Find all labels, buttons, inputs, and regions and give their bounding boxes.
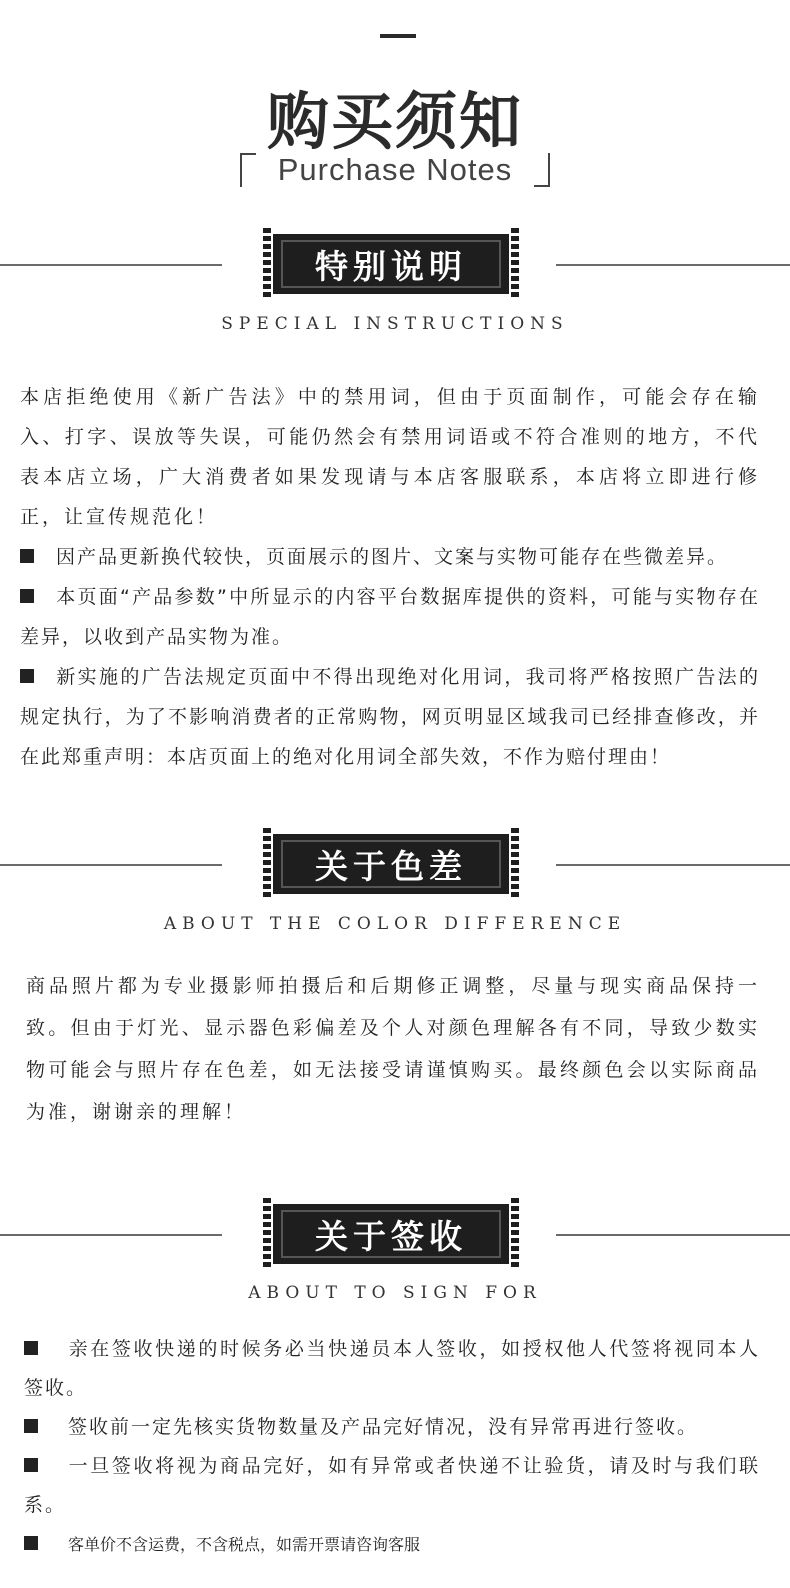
page-title: 购买须知 bbox=[266, 85, 523, 158]
list-item: 新实施的广告法规定页面中不得出现绝对化用词，我司将严格按照广告法的规定执行，为了不影响消费者的正常购物，网页明显区域我司已经排查修改，并在此郑重声明：本店页面上的绝对化用词全部失效，不作为赔付理由！ bbox=[20, 666, 760, 768]
square-bullet-icon bbox=[24, 1341, 38, 1355]
list-item: 签收前一定先核实货物数量及产品完好情况，没有异常再进行签收。 bbox=[24, 1408, 760, 1447]
square-bullet-icon bbox=[20, 669, 34, 683]
divider-line bbox=[556, 1234, 790, 1236]
section-badge: 关于色差 bbox=[273, 834, 509, 894]
section-body-special bbox=[20, 377, 760, 777]
square-bullet-icon bbox=[24, 1419, 38, 1433]
section-header-sign bbox=[0, 1200, 790, 1270]
list-item: 客单价不含运费，不含税点，如需开票请咨询客服 bbox=[24, 1525, 760, 1564]
list-item: 因产品更新换代较快，页面展示的图片、文案与实物可能存在些微差异。 bbox=[20, 537, 760, 577]
list-item: 一旦签收将视为商品完好，如有异常或者快递不让验货，请及时与我们联系。 bbox=[24, 1455, 760, 1516]
left-bracket bbox=[240, 153, 256, 187]
subtitle-text: Purchase Notes bbox=[277, 152, 513, 187]
section-body-color bbox=[26, 965, 760, 1133]
notice-paragraph: 本店拒绝使用《新广告法》中的禁用词，但由于页面制作，可能会存在输入、打字、误放等失误，可能仍然会有禁用词语或不符合准则的地方，不代表本店立场，广大消费者如果发现请与本店客服联系，本店将立即进行修正，让宣传规范化！ bbox=[20, 386, 760, 528]
top-dash bbox=[380, 34, 416, 38]
section-badge: 关于签收 bbox=[273, 1204, 509, 1264]
divider-line bbox=[0, 264, 222, 266]
page-subtitle bbox=[0, 152, 790, 188]
section-header-color bbox=[0, 830, 790, 900]
divider-line bbox=[556, 864, 790, 866]
section-body-sign bbox=[24, 1330, 760, 1564]
section-english-title: ABOUT THE COLOR DIFFERENCE bbox=[163, 914, 627, 934]
section-header-special bbox=[0, 230, 790, 300]
section-english-title: ABOUT TO SIGN FOR bbox=[248, 1283, 542, 1303]
square-bullet-icon bbox=[24, 1458, 38, 1472]
divider-line bbox=[556, 264, 790, 266]
list-item: 本页面“产品参数”中所显示的内容平台数据库提供的资料，可能与实物存在差异，以收到产品实物为准。 bbox=[20, 586, 760, 648]
divider-line bbox=[0, 1234, 222, 1236]
section-english-title: SPECIAL INSTRUCTIONS bbox=[221, 314, 569, 334]
right-bracket bbox=[534, 153, 550, 187]
square-bullet-icon bbox=[20, 589, 34, 603]
divider-line bbox=[0, 864, 222, 866]
square-bullet-icon bbox=[24, 1536, 38, 1550]
notice-paragraph: 商品照片都为专业摄影师拍摄后和后期修正调整，尽量与现实商品保持一致。但由于灯光、显示器色彩偏差及个人对颜色理解各有不同，导致少数实物可能会与照片存在色差，如无法接受请谨慎购买。最终颜色会以实际商品为准，谢谢亲的理解！ bbox=[26, 975, 760, 1123]
list-item: 亲在签收快递的时候务必当快递员本人签收，如授权他人代签将视同本人签收。 bbox=[24, 1338, 760, 1399]
square-bullet-icon bbox=[20, 549, 34, 563]
section-badge: 特别说明 bbox=[273, 234, 509, 294]
